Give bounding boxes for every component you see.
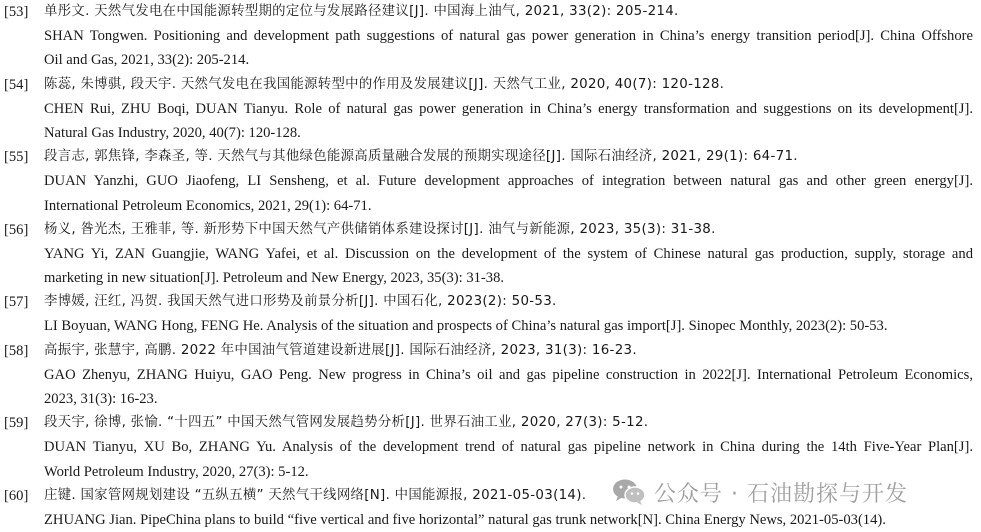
reference-number: [59]	[4, 415, 29, 432]
reference-55	[0, 145, 981, 218]
reference-57	[0, 290, 981, 338]
reference-54	[0, 73, 981, 146]
reference-number: [53]	[4, 4, 29, 20]
reference-number: [60]	[4, 487, 29, 504]
reference-chinese-line: 段言志, 郭焦锋, 李森圣, 等. 天然气与其他绿色能源高质量融合发展的预期实现途径[J]. 国际石油经济, 2021, 29(1): 64-71.	[44, 149, 798, 165]
reference-53	[0, 0, 981, 73]
reference-english-line: ZHUANG Jian. PipeChina plans to build “five vertical and five horizontal” natural gas trunk network[N]. China Energy News, 2021-05-03(14).	[44, 511, 886, 528]
reference-english-line: LI Boyuan, WANG Hong, FENG He. Analysis of the situation and prospects of China’s natural gas import[J]. Sinopec Monthly, 2023(2): 50-53.	[44, 318, 888, 335]
reference-58	[0, 339, 981, 412]
reference-56	[0, 218, 981, 291]
reference-english-line: Natural Gas Industry, 2020, 40(7): 120-128.	[44, 124, 301, 141]
reference-english-line: World Petroleum Industry, 2020, 27(3): 5-12.	[44, 463, 309, 480]
reference-english-line: SHAN Tongwen. Positioning and development path suggestions of natural gas power generation in China’s energy transition period[J]. China Offshore	[44, 28, 973, 45]
reference-chinese-line: 高振宇, 张慧宇, 高鹏. 2022 年中国油气管道建设新进展[J]. 国际石油经济, 2023, 31(3): 16-23.	[44, 342, 637, 358]
reference-chinese-line: 单彤文. 天然气发电在中国能源转型期的定位与发展路径建议[J]. 中国海上油气, 2021, 33(2): 205-214.	[44, 4, 679, 19]
reference-english-line: DUAN Yanzhi, GUO Jiaofeng, LI Sensheng, et al. Future development approaches of integration between natural gas and other green energy[J].	[44, 173, 973, 190]
reference-english-line: GAO Zhenyu, ZHANG Huiyu, GAO Peng. New progress in China’s oil and gas pipeline construction in 2022[J]. International Petroleum Economics,	[44, 366, 973, 383]
reference-59	[0, 411, 981, 484]
reference-english-line: Oil and Gas, 2021, 33(2): 205-214.	[44, 52, 250, 69]
reference-number: [55]	[4, 149, 29, 166]
reference-60	[0, 484, 981, 532]
reference-english-line: 2023, 31(3): 16-23.	[44, 391, 158, 407]
reference-chinese-line: 杨义, 昝光杰, 王雅菲, 等. 新形势下中国天然气产供储销体系建设探讨[J]. 油气与新能源, 2023, 35(3): 31-38.	[44, 221, 716, 237]
watermark-text: 公众号 · 石油勘探与开发	[654, 481, 908, 507]
reference-english-line: DUAN Tianyu, XU Bo, ZHANG Yu. Analysis of the development trend of natural gas pipeline network in China during the 14th Five-Year Plan[J].	[44, 439, 973, 456]
reference-english-line: YANG Yi, ZAN Guangjie, WANG Yafei, et al. Discussion on the development of the system of Chinese natural gas production, supply, storage and	[44, 245, 973, 262]
reference-number: [56]	[4, 221, 29, 238]
reference-chinese-line: 庄键. 国家管网规划建设 “五纵五横” 天然气干线网络[N]. 中国能源报, 2021-05-03(14).	[44, 487, 587, 503]
reference-english-line: CHEN Rui, ZHU Boqi, DUAN Tianyu. Role of natural gas power generation in China’s energy transformation and suggestions on its development[J].	[44, 100, 973, 117]
reference-english-line: marketing in new situation[J]. Petroleum and New Energy, 2023, 35(3): 31-38.	[44, 270, 505, 287]
reference-number: [58]	[4, 342, 29, 359]
reference-chinese-line: 段天宇, 徐博, 张愉. “十四五” 中国天然气管网发展趋势分析[J]. 世界石油工业, 2020, 27(3): 5-12.	[44, 415, 649, 431]
reference-number: [54]	[4, 76, 29, 93]
reference-chinese-line: 李博媛, 汪红, 冯贺. 我国天然气进口形势及前景分析[J]. 中国石化, 2023(2): 50-53.	[44, 294, 557, 310]
reference-number: [57]	[4, 294, 29, 311]
reference-chinese-line: 陈蕊, 朱博骐, 段天宇. 天然气发电在我国能源转型中的作用及发展建议[J]. 天然气工业, 2020, 40(7): 120-128.	[44, 76, 725, 92]
reference-english-line: International Petroleum Economics, 2021, 29(1): 64-71.	[44, 197, 372, 214]
